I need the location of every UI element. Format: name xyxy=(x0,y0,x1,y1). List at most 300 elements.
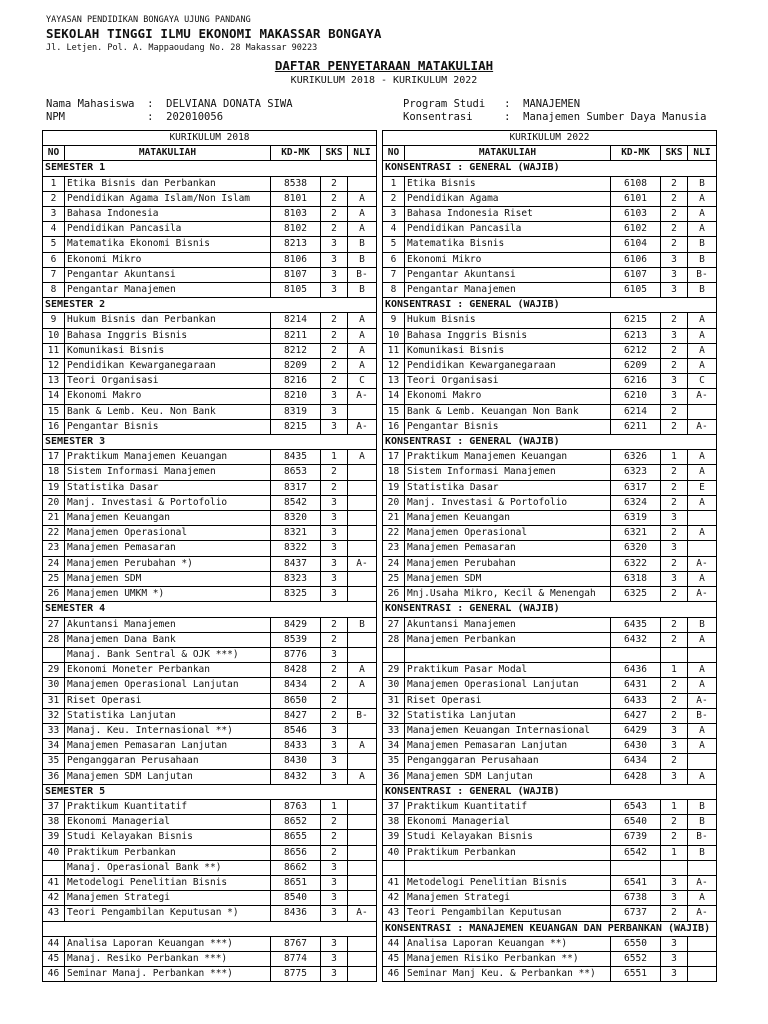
row-course: Manajemen Operasional Lanjutan xyxy=(405,678,611,693)
row-no: 1 xyxy=(383,176,405,191)
foundation-name: YAYASAN PENDIDIKAN BONGAYA UJUNG PANDANG xyxy=(46,15,251,25)
section-header-row xyxy=(43,602,377,617)
row-grade: A xyxy=(348,739,377,754)
section-header: SEMESTER 4 xyxy=(43,602,377,617)
row-grade xyxy=(688,860,717,875)
row-credits: 2 xyxy=(321,617,348,632)
row-no: 3 xyxy=(383,207,405,222)
table-row xyxy=(43,617,377,632)
row-course: Manajemen SDM Lanjutan xyxy=(65,769,271,784)
row-code: 8427 xyxy=(271,708,321,723)
row-code: 8546 xyxy=(271,723,321,738)
row-course: Manajemen Perubahan xyxy=(405,556,611,571)
row-credits: 3 xyxy=(661,283,688,298)
school-name: SEKOLAH TINGGI ILMU EKONOMI MAKASSAR BONGAYA xyxy=(46,26,382,41)
row-no: 2 xyxy=(383,191,405,206)
table-row xyxy=(43,815,377,830)
table-row xyxy=(383,419,717,434)
row-code: 8317 xyxy=(271,480,321,495)
row-grade: B xyxy=(348,252,377,267)
row-credits: 3 xyxy=(661,951,688,966)
row-no: 8 xyxy=(383,283,405,298)
row-no: 41 xyxy=(43,875,65,890)
row-no: 41 xyxy=(383,875,405,890)
row-grade: B xyxy=(688,845,717,860)
column-header-nli: NLI xyxy=(348,146,377,161)
row-credits: 3 xyxy=(321,252,348,267)
row-course: Ekonomi Makro xyxy=(405,389,611,404)
table-row xyxy=(43,799,377,814)
row-grade xyxy=(348,632,377,647)
row-code: 6108 xyxy=(611,176,661,191)
row-code: 6105 xyxy=(611,283,661,298)
row-course: Pengantar Manajemen xyxy=(405,283,611,298)
row-code: 8540 xyxy=(271,891,321,906)
row-credits: 2 xyxy=(321,693,348,708)
row-grade xyxy=(348,587,377,602)
row-no: 15 xyxy=(43,404,65,419)
row-credits: 2 xyxy=(321,830,348,845)
table-row xyxy=(383,617,717,632)
row-code: 6540 xyxy=(611,815,661,830)
table-row xyxy=(43,647,377,662)
row-course: Ekonomi Mikro xyxy=(405,252,611,267)
row-course: Teori Organisasi xyxy=(65,374,271,389)
row-course: Komunikasi Bisnis xyxy=(405,343,611,358)
row-no: 40 xyxy=(43,845,65,860)
table-row xyxy=(383,769,717,784)
table-row xyxy=(43,207,377,222)
row-no: 22 xyxy=(383,526,405,541)
row-course: Ekonomi Makro xyxy=(65,389,271,404)
program-label: Program Studi xyxy=(403,98,486,110)
row-course: Manajemen Operasional xyxy=(65,526,271,541)
konsentrasi-label: Konsentrasi xyxy=(403,111,473,123)
table-row xyxy=(43,526,377,541)
row-no: 43 xyxy=(383,906,405,921)
row-course: Manajemen Strategi xyxy=(405,891,611,906)
row-code: 8322 xyxy=(271,541,321,556)
curriculum-2018-table xyxy=(42,130,377,982)
row-grade: A- xyxy=(688,587,717,602)
row-code: 8105 xyxy=(271,283,321,298)
row-grade xyxy=(688,936,717,951)
row-grade xyxy=(348,495,377,510)
row-no: 39 xyxy=(383,830,405,845)
row-no: 44 xyxy=(383,936,405,951)
row-course: Manajemen Perubahan *) xyxy=(65,556,271,571)
row-grade xyxy=(348,936,377,951)
row-grade: B xyxy=(348,237,377,252)
column-header-sks: SKS xyxy=(661,146,688,161)
row-code: 6325 xyxy=(611,587,661,602)
row-course: Sistem Informasi Manajemen xyxy=(65,465,271,480)
row-no: 38 xyxy=(43,815,65,830)
row-credits: 1 xyxy=(661,845,688,860)
row-course: Ekonomi Mikro xyxy=(65,252,271,267)
row-course: Bank & Lemb. Keuangan Non Bank xyxy=(405,404,611,419)
row-credits: 3 xyxy=(661,769,688,784)
row-course: Manj. Investasi & Portofolio xyxy=(405,495,611,510)
table-row xyxy=(383,328,717,343)
row-grade xyxy=(688,511,717,526)
table-row xyxy=(43,359,377,374)
table-row xyxy=(43,632,377,647)
row-no: 9 xyxy=(383,313,405,328)
row-grade: A- xyxy=(348,906,377,921)
row-credits: 2 xyxy=(661,343,688,358)
row-grade: B- xyxy=(688,830,717,845)
column-header-matakuliah: MATAKULIAH xyxy=(405,146,611,161)
table-row xyxy=(383,207,717,222)
section-header: SEMESTER 5 xyxy=(43,784,377,799)
row-credits: 2 xyxy=(661,830,688,845)
row-grade: A- xyxy=(348,389,377,404)
row-course: Pendidikan Kewarganegaraan xyxy=(65,359,271,374)
row-code: 6436 xyxy=(611,663,661,678)
row-course: Manajemen Strategi xyxy=(65,891,271,906)
row-no: 19 xyxy=(383,480,405,495)
row-no: 6 xyxy=(383,252,405,267)
row-course: Bahasa Indonesia xyxy=(65,207,271,222)
table-row xyxy=(43,967,377,982)
row-credits: 3 xyxy=(661,511,688,526)
row-course: Riset Operasi xyxy=(65,693,271,708)
table-row xyxy=(383,799,717,814)
row-no: 45 xyxy=(383,951,405,966)
column-header-nli: NLI xyxy=(688,146,717,161)
curriculum-2022-table xyxy=(382,130,717,982)
row-course: Studi Kelayakan Bisnis xyxy=(405,830,611,845)
row-no: 17 xyxy=(383,450,405,465)
row-grade xyxy=(348,815,377,830)
row-course: Pendidikan Agama xyxy=(405,191,611,206)
table-row xyxy=(383,951,717,966)
table-row xyxy=(43,693,377,708)
row-code: 6738 xyxy=(611,891,661,906)
section-header-row xyxy=(43,784,377,799)
row-course: Manajemen Perbankan xyxy=(405,632,611,647)
row-credits: 2 xyxy=(661,754,688,769)
row-credits: 3 xyxy=(321,237,348,252)
row-grade: A xyxy=(688,739,717,754)
row-no: 11 xyxy=(43,343,65,358)
row-credits: 3 xyxy=(661,891,688,906)
row-grade xyxy=(348,754,377,769)
table-row xyxy=(383,845,717,860)
table-row xyxy=(383,283,717,298)
table-row xyxy=(43,571,377,586)
row-credits: 2 xyxy=(321,328,348,343)
section-header: KONSENTRASI : GENERAL (WAJIB) xyxy=(383,161,717,176)
table-row xyxy=(383,465,717,480)
row-no: 21 xyxy=(43,511,65,526)
table-title-row xyxy=(383,131,717,146)
row-grade: A xyxy=(688,678,717,693)
row-grade: A xyxy=(348,313,377,328)
table-row xyxy=(43,708,377,723)
row-credits: 1 xyxy=(661,450,688,465)
row-course: Manajemen Risiko Perbankan **) xyxy=(405,951,611,966)
row-course: Seminar Manaj. Perbankan ***) xyxy=(65,967,271,982)
row-grade xyxy=(348,891,377,906)
table-row xyxy=(43,267,377,282)
row-code: 6435 xyxy=(611,617,661,632)
row-course: Bank & Lemb. Keu. Non Bank xyxy=(65,404,271,419)
row-code: 6428 xyxy=(611,769,661,784)
row-credits: 2 xyxy=(661,815,688,830)
row-credits: 3 xyxy=(661,571,688,586)
table-row xyxy=(43,769,377,784)
row-grade xyxy=(348,571,377,586)
row-course: Manajemen Pemasaran Lanjutan xyxy=(405,739,611,754)
row-no: 43 xyxy=(43,906,65,921)
row-credits: 3 xyxy=(321,754,348,769)
table-row xyxy=(43,830,377,845)
row-code: 8651 xyxy=(271,875,321,890)
row-grade: A xyxy=(348,191,377,206)
row-code: 6321 xyxy=(611,526,661,541)
row-no: 17 xyxy=(43,450,65,465)
row-code: 8436 xyxy=(271,906,321,921)
row-credits: 2 xyxy=(661,526,688,541)
row-code: 8433 xyxy=(271,739,321,754)
row-credits: 3 xyxy=(321,647,348,662)
row-no: 9 xyxy=(43,313,65,328)
row-code: 6427 xyxy=(611,708,661,723)
row-credits: 2 xyxy=(321,465,348,480)
table-row xyxy=(43,237,377,252)
table-row xyxy=(383,708,717,723)
table-row xyxy=(383,739,717,754)
row-course: Manaj. Bank Sentral & OJK ***) xyxy=(65,647,271,662)
row-grade xyxy=(348,967,377,982)
row-code: 8542 xyxy=(271,495,321,510)
row-credits: 2 xyxy=(321,191,348,206)
row-code: 6431 xyxy=(611,678,661,693)
row-course: Manajemen Pemasaran Lanjutan xyxy=(65,739,271,754)
row-credits: 3 xyxy=(661,936,688,951)
row-course: Manajemen Pemasaran xyxy=(405,541,611,556)
row-course: Komunikasi Bisnis xyxy=(65,343,271,358)
row-no: 1 xyxy=(43,176,65,191)
table-row xyxy=(43,723,377,738)
row-course: Matematika Ekonomi Bisnis xyxy=(65,237,271,252)
row-grade xyxy=(348,647,377,662)
row-grade: A xyxy=(688,222,717,237)
table-row xyxy=(383,541,717,556)
row-credits: 2 xyxy=(321,845,348,860)
row-code: 8320 xyxy=(271,511,321,526)
table-row xyxy=(43,374,377,389)
table-row xyxy=(383,343,717,358)
row-grade: B xyxy=(348,283,377,298)
row-grade xyxy=(348,541,377,556)
row-course: Teori Pengambilan Keputusan xyxy=(405,906,611,921)
row-course: Teori Pengambilan Keputusan *) xyxy=(65,906,271,921)
table-row xyxy=(43,222,377,237)
row-credits xyxy=(661,647,688,662)
row-grade: A xyxy=(688,526,717,541)
row-credits: 3 xyxy=(661,389,688,404)
row-course: Manaj. Resiko Perbankan ***) xyxy=(65,951,271,966)
table-row xyxy=(383,450,717,465)
table-row xyxy=(43,860,377,875)
row-credits: 2 xyxy=(321,359,348,374)
table-row xyxy=(43,191,377,206)
row-no: 21 xyxy=(383,511,405,526)
row-credits: 2 xyxy=(661,237,688,252)
row-grade: C xyxy=(688,374,717,389)
row-code: 6320 xyxy=(611,541,661,556)
row-code: 8763 xyxy=(271,799,321,814)
table-row xyxy=(43,283,377,298)
row-no: 25 xyxy=(383,571,405,586)
row-grade: A xyxy=(688,632,717,647)
table-row xyxy=(383,191,717,206)
row-no: 28 xyxy=(43,632,65,647)
row-grade: B xyxy=(688,283,717,298)
row-course: Manajemen Pemasaran xyxy=(65,541,271,556)
row-grade xyxy=(348,875,377,890)
row-course: Manj. Investasi & Portofolio xyxy=(65,495,271,510)
row-course: Pengantar Bisnis xyxy=(405,419,611,434)
row-code: 6739 xyxy=(611,830,661,845)
npm-value: 202010056 xyxy=(166,111,224,123)
row-credits: 2 xyxy=(661,313,688,328)
row-course: Pendidikan Kewarganegaraan xyxy=(405,359,611,374)
row-code: 8103 xyxy=(271,207,321,222)
row-course: Seminar Manj Keu. & Perbankan **) xyxy=(405,967,611,982)
row-code: 6541 xyxy=(611,875,661,890)
row-credits: 3 xyxy=(661,723,688,738)
row-grade: A xyxy=(348,678,377,693)
row-no: 38 xyxy=(383,815,405,830)
row-no: 34 xyxy=(43,739,65,754)
row-no: 18 xyxy=(383,465,405,480)
row-course: Pengantar Akuntansi xyxy=(405,267,611,282)
row-grade xyxy=(688,754,717,769)
row-code: 6542 xyxy=(611,845,661,860)
row-code: 6103 xyxy=(611,207,661,222)
section-header: KONSENTRASI : GENERAL (WAJIB) xyxy=(383,435,717,450)
row-credits: 3 xyxy=(661,328,688,343)
row-course: Praktikum Pasar Modal xyxy=(405,663,611,678)
table-row xyxy=(383,495,717,510)
row-no: 39 xyxy=(43,830,65,845)
row-grade: A- xyxy=(688,906,717,921)
row-code: 8655 xyxy=(271,830,321,845)
row-course: Matematika Bisnis xyxy=(405,237,611,252)
row-code: 8767 xyxy=(271,936,321,951)
row-code: 8429 xyxy=(271,617,321,632)
row-grade: A xyxy=(348,450,377,465)
row-course: Akuntansi Manajemen xyxy=(65,617,271,632)
row-no: 23 xyxy=(43,541,65,556)
row-course: Statistika Dasar xyxy=(405,480,611,495)
row-grade: A xyxy=(688,313,717,328)
row-grade: E xyxy=(688,480,717,495)
row-grade: A xyxy=(688,723,717,738)
row-course: Teori Organisasi xyxy=(405,374,611,389)
row-credits xyxy=(661,860,688,875)
row-code: 6543 xyxy=(611,799,661,814)
row-course xyxy=(405,860,611,875)
row-course: Pendidikan Pancasila xyxy=(405,222,611,237)
row-grade: A xyxy=(688,343,717,358)
name-label: Nama Mahasiswa xyxy=(46,98,135,110)
row-credits: 2 xyxy=(321,708,348,723)
row-code: 8434 xyxy=(271,678,321,693)
row-no: 30 xyxy=(383,678,405,693)
table-header-row xyxy=(383,146,717,161)
section-header-row xyxy=(383,298,717,313)
program-value: MANAJEMEN xyxy=(523,98,581,110)
row-no: 8 xyxy=(43,283,65,298)
row-code: 6433 xyxy=(611,693,661,708)
row-code: 6102 xyxy=(611,222,661,237)
row-code: 6210 xyxy=(611,389,661,404)
row-credits: 2 xyxy=(661,191,688,206)
row-no: 35 xyxy=(383,754,405,769)
table-row xyxy=(383,252,717,267)
row-credits: 1 xyxy=(321,799,348,814)
row-grade: A- xyxy=(688,556,717,571)
row-credits: 2 xyxy=(661,359,688,374)
row-credits: 3 xyxy=(661,967,688,982)
row-course: Metodelogi Penelitian Bisnis xyxy=(65,875,271,890)
row-code: 6324 xyxy=(611,495,661,510)
row-grade xyxy=(688,951,717,966)
row-course: Manaj. Operasional Bank **) xyxy=(65,860,271,875)
row-credits: 2 xyxy=(661,495,688,510)
row-code: 6429 xyxy=(611,723,661,738)
table-row xyxy=(383,891,717,906)
table-row xyxy=(43,951,377,966)
row-code: 8428 xyxy=(271,663,321,678)
row-course: Manaj. Keu. Internasional **) xyxy=(65,723,271,738)
row-credits: 3 xyxy=(321,769,348,784)
row-no: 24 xyxy=(43,556,65,571)
row-grade: A xyxy=(688,328,717,343)
row-grade xyxy=(688,967,717,982)
row-code: 8775 xyxy=(271,967,321,982)
row-no: 44 xyxy=(43,936,65,951)
row-credits: 3 xyxy=(321,739,348,754)
row-course: Studi Kelayakan Bisnis xyxy=(65,830,271,845)
section-header: SEMESTER 1 xyxy=(43,161,377,176)
column-header-matakuliah: MATAKULIAH xyxy=(65,146,271,161)
row-credits: 1 xyxy=(661,799,688,814)
column-header-sks: SKS xyxy=(321,146,348,161)
row-code: 8319 xyxy=(271,404,321,419)
row-code: 8437 xyxy=(271,556,321,571)
row-no: 33 xyxy=(43,723,65,738)
row-grade xyxy=(348,465,377,480)
row-no: 18 xyxy=(43,465,65,480)
table-row xyxy=(43,556,377,571)
row-no: 29 xyxy=(43,663,65,678)
row-credits: 3 xyxy=(661,374,688,389)
table-row xyxy=(383,815,717,830)
table-row xyxy=(383,556,717,571)
row-code: 6319 xyxy=(611,511,661,526)
row-credits: 2 xyxy=(661,404,688,419)
row-course: Pengantar Akuntansi xyxy=(65,267,271,282)
row-grade: A xyxy=(348,359,377,374)
table-row xyxy=(383,222,717,237)
row-no: 7 xyxy=(383,267,405,282)
